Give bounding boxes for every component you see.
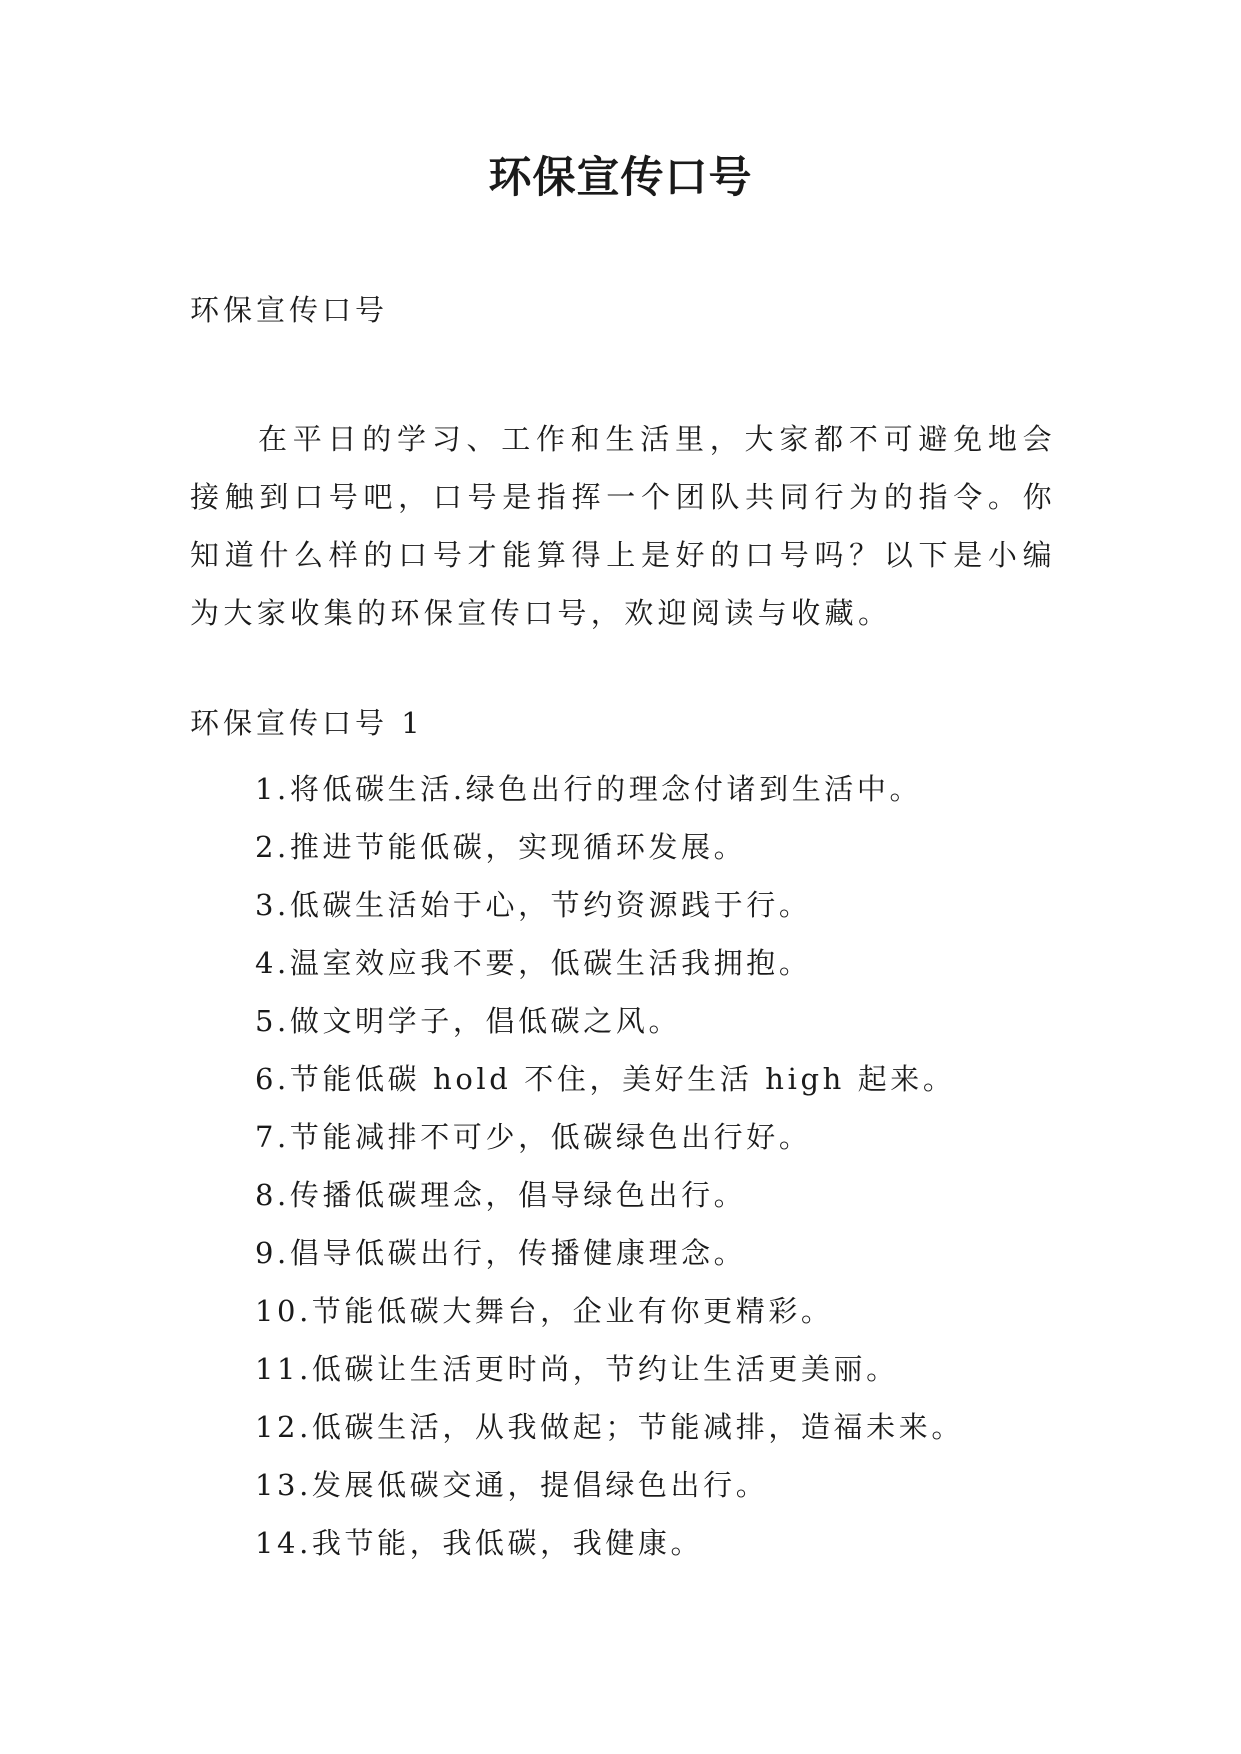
slogan-item: 1.将低碳生活.绿色出行的理念付诸到生活中。 (255, 772, 923, 806)
slogan-item: 13.发展低碳交通，提倡绿色出行。 (255, 1468, 769, 1502)
slogan-item: 11.低碳让生活更时尚，节约让生活更美丽。 (255, 1352, 899, 1386)
document-subtitle: 环保宣传口号 (190, 293, 389, 327)
slogan-item: 14.我节能，我低碳，我健康。 (255, 1526, 704, 1560)
slogan-item: 4.温室效应我不要，低碳生活我拥抱。 (255, 946, 812, 980)
slogan-item: 10.节能低碳大舞台，企业有你更精彩。 (255, 1294, 834, 1328)
slogan-item: 2.推进节能低碳，实现循环发展。 (255, 830, 747, 864)
slogan-item: 6.节能低碳 hold 不住，美好生活 high 起来。 (255, 1062, 956, 1096)
document-title: 环保宣传口号 (488, 153, 753, 203)
slogan-item: 5.做文明学子，倡低碳之风。 (255, 1004, 682, 1038)
section-heading: 环保宣传口号 1 (190, 706, 424, 740)
slogan-list (255, 760, 1115, 1572)
slogan-item: 3.低碳生活始于心，节约资源践于行。 (255, 888, 812, 922)
slogan-item: 7.节能减排不可少，低碳绿色出行好。 (255, 1120, 812, 1154)
slogan-item: 9.倡导低碳出行，传播健康理念。 (255, 1236, 747, 1270)
intro-paragraph: 在平日的学习、工作和生活里，大家都不可避免地会接触到口号吧，口号是指挥一个团队共同行为的指令。你知道什么样的口号才能算得上是好的口号吗？以下是小编为大家收集的环保宣传口号，欢迎阅读与收藏。 (190, 422, 1056, 630)
slogan-item: 12.低碳生活，从我做起；节能减排，造福未来。 (255, 1410, 964, 1444)
slogan-item: 8.传播低碳理念，倡导绿色出行。 (255, 1178, 747, 1212)
